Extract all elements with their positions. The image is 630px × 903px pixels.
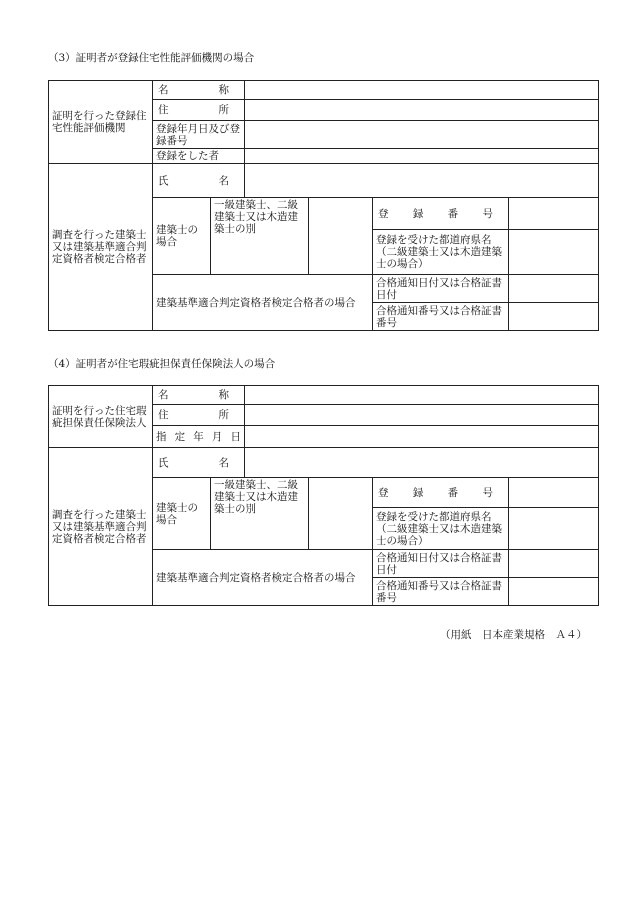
name-label: 名 称 [153,81,245,100]
exam-label: 建築基準適合判定資格者検定合格者の場合 [153,550,373,606]
address-label: 住 所 [153,100,245,121]
architect-class-label: 一級建築士、二級建築士又は木造建築士の別 [211,198,309,275]
registrar-label: 登録をした者 [153,149,245,164]
org-label-cell: 証明を行った住宅瑕疵担保責任保険法人 [49,386,153,448]
architect-class-field[interactable] [309,478,373,550]
reg-number-label: 登 録 番 号 [373,478,509,508]
person-name-label: 氏 名 [153,164,245,198]
registrar-field[interactable] [245,149,599,164]
pass-number-label: 合格通知番号又は合格証書番号 [373,578,509,606]
investigator-label-cell: 調査を行った建築士又は建築基準適合判定資格者検定合格者 [49,164,153,331]
name-label: 名 称 [153,386,245,405]
designation-date-label: 指 定 年 月 日 [153,426,245,448]
reg-number-label: 登 録 番 号 [373,198,509,230]
org-address-field[interactable] [245,100,599,121]
section4-table [48,385,599,606]
person-name-field[interactable] [245,448,599,478]
exam-label: 建築基準適合判定資格者検定合格者の場合 [153,275,373,331]
prefecture-label: 登録を受けた都道府県名（二級建築士又は木造建築士の場合） [373,508,509,550]
prefecture-field[interactable] [509,508,599,550]
pass-date-label: 合格通知日付又は合格証書日付 [373,275,509,303]
pass-date-label: 合格通知日付又は合格証書日付 [373,550,509,578]
reg-number-field[interactable] [509,198,599,230]
section4-heading: （4）証明者が住宅瑕疵担保責任保険法人の場合 [48,358,276,370]
paper-size-note: （用紙 日本産業規格 Ａ４） [440,629,587,641]
prefecture-label: 登録を受けた都道府県名（二級建築士又は木造建築士の場合） [373,230,509,275]
prefecture-field[interactable] [509,230,599,275]
org-name-field[interactable] [245,386,599,405]
reg-date-number-label: 登録年月日及び登録番号 [153,121,245,149]
section3-heading: （3）証明者が登録住宅性能評価機関の場合 [48,52,255,64]
org-label-cell: 証明を行った登録住宅性能評価機関 [49,81,153,164]
section3-table [48,80,599,331]
pass-number-field[interactable] [509,578,599,606]
architect-label: 建築士の場合 [153,198,211,275]
reg-date-number-field[interactable] [245,121,599,149]
person-name-label: 氏 名 [153,448,245,478]
address-label: 住 所 [153,405,245,426]
architect-class-field[interactable] [309,198,373,275]
pass-number-label: 合格通知番号又は合格証書番号 [373,303,509,331]
org-address-field[interactable] [245,405,599,426]
org-name-field[interactable] [245,81,599,100]
pass-date-field[interactable] [509,550,599,578]
pass-number-field[interactable] [509,303,599,331]
reg-number-field[interactable] [509,478,599,508]
pass-date-field[interactable] [509,275,599,303]
person-name-field[interactable] [245,164,599,198]
designation-date-field[interactable] [245,426,599,448]
investigator-label-cell: 調査を行った建築士又は建築基準適合判定資格者検定合格者 [49,448,153,606]
architect-label: 建築士の場合 [153,478,211,550]
architect-class-label: 一級建築士、二級建築士又は木造建築士の別 [211,478,309,550]
